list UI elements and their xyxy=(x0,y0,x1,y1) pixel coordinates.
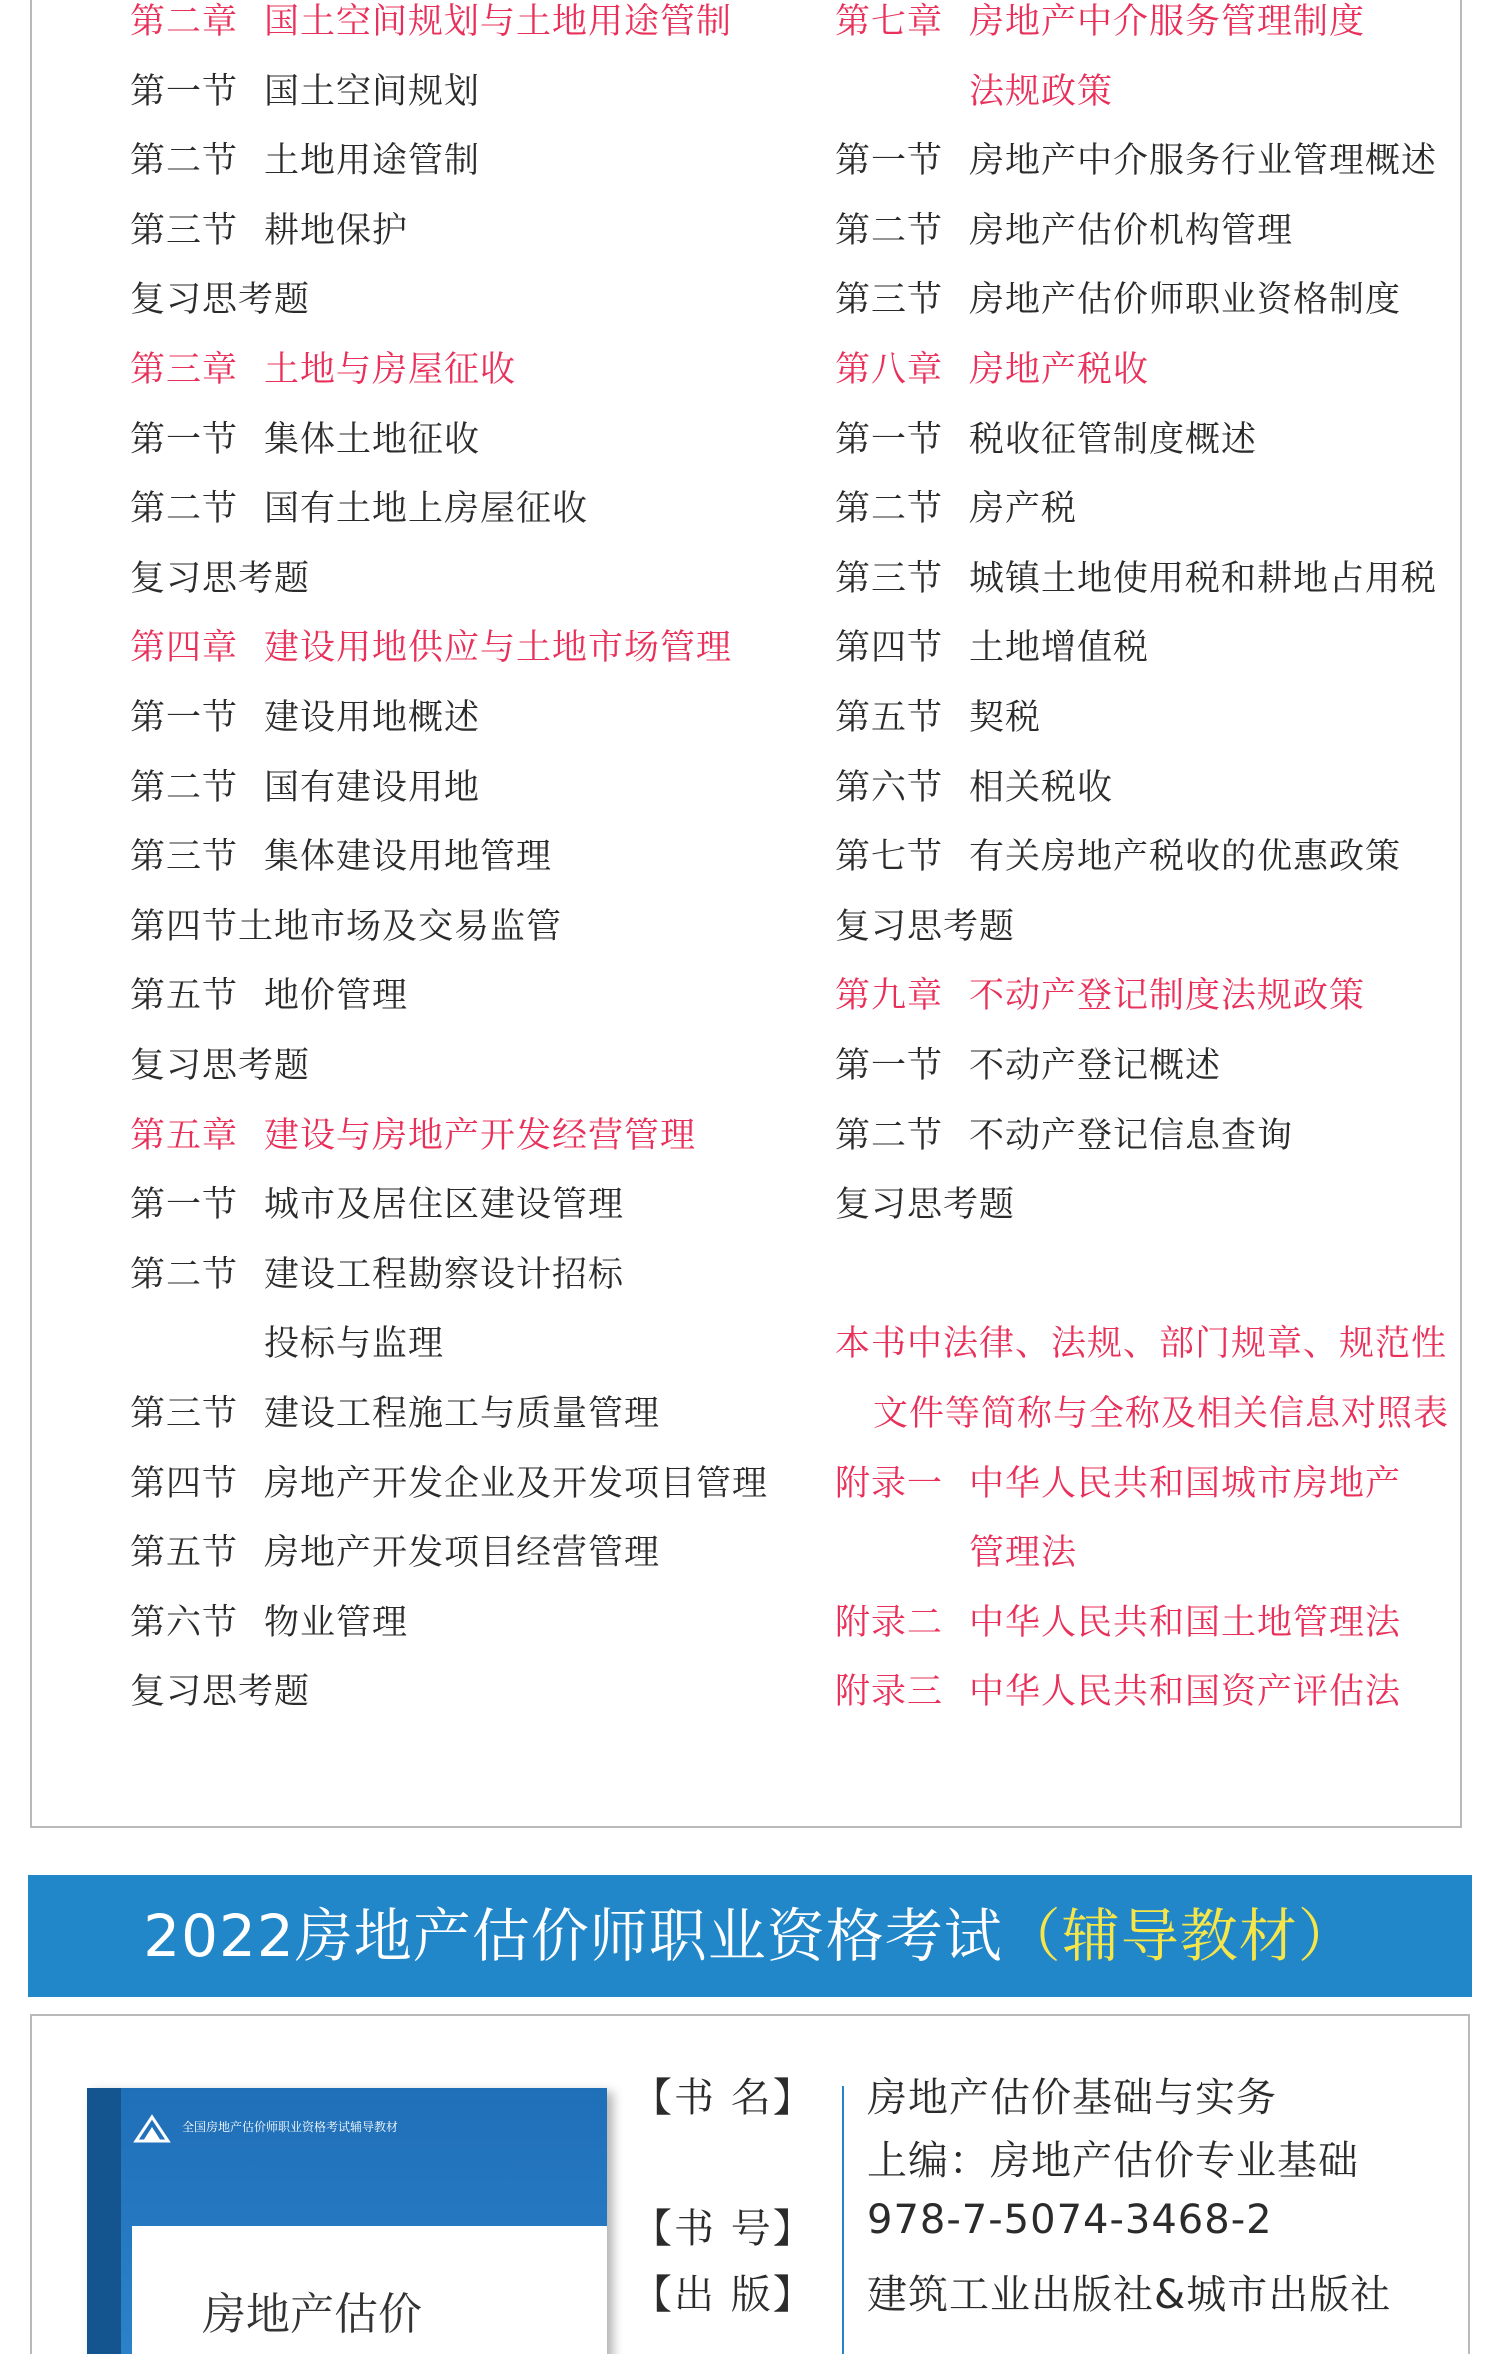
toc-entry-title: 复习思考题 xyxy=(835,1185,1016,1226)
toc-entry-title: 不动产登记制度法规政策 xyxy=(969,976,1366,1017)
toc-entry-number: 第五节 xyxy=(835,698,944,738)
toc-entry-number: 第三节 xyxy=(130,1394,239,1434)
toc-entry-number: 第一节 xyxy=(835,141,944,182)
toc-entry-title: 复习思考题 xyxy=(130,558,311,599)
toc-entry-number: 第二节 xyxy=(835,1115,944,1156)
toc-entry-title: 复习思考题 xyxy=(130,1046,311,1086)
toc-entry-number: 第六节 xyxy=(130,1602,239,1643)
toc-entry-number: 第二节 xyxy=(130,141,239,182)
toc-entry-number: 第二节 xyxy=(130,1254,239,1295)
toc-entry-title: 不动产登记概述 xyxy=(969,1046,1222,1086)
toc-entry-title: 不动产登记信息查询 xyxy=(969,1115,1294,1156)
toc-entry-title: 建设用地概述 xyxy=(264,698,481,738)
toc-entry xyxy=(835,209,1293,253)
toc-entry-number: 第九章 xyxy=(835,976,944,1017)
toc-entry xyxy=(835,1670,1401,1714)
toc-entry-number: 附录三 xyxy=(835,1672,944,1713)
toc-entry-title: 房地产中介服务管理制度 xyxy=(969,2,1366,42)
toc-entry-title: 文件等简称与全称及相关信息对照表 xyxy=(873,1394,1450,1434)
toc-entry-title: 房地产税收 xyxy=(969,350,1150,390)
toc-entry xyxy=(835,0,1365,44)
toc-entry-number: 第四节 xyxy=(835,628,944,669)
toc-entry-title: 中华人民共和国资产评估法 xyxy=(969,1672,1402,1713)
toc-entry xyxy=(835,139,1437,183)
toc-entry xyxy=(130,487,588,531)
toc-entry-title: 集体土地征收 xyxy=(264,419,481,460)
toc-entry-title: 集体建设用地管理 xyxy=(264,837,553,878)
toc-entry-title: 国土空间规划 xyxy=(264,71,481,112)
book-isbn-value: 978-7-5074-3468-2 xyxy=(867,2197,1273,2243)
toc-entry-title: 投标与监理 xyxy=(264,1324,445,1365)
toc-entry xyxy=(130,1392,660,1436)
toc-entry-number: 第三节 xyxy=(835,280,944,321)
toc-entry xyxy=(130,696,480,740)
toc-entry xyxy=(130,1114,696,1158)
toc-entry xyxy=(835,626,1149,670)
toc-entry-number: 第二节 xyxy=(130,767,239,808)
book-isbn-label: 【书 号】 xyxy=(632,2206,815,2252)
toc-entry-number: 第三节 xyxy=(835,558,944,599)
book-name-label: 【书 名】 xyxy=(632,2075,815,2121)
toc-entry-number: 附录一 xyxy=(835,1463,944,1504)
toc-entry-title: 复习思考题 xyxy=(130,1672,311,1713)
toc-entry-title: 地价管理 xyxy=(264,976,409,1017)
toc-entry-title: 复习思考题 xyxy=(835,906,1016,947)
book-series-text: 全国房地产估价师职业资格考试辅导教材 xyxy=(182,2120,399,2134)
toc-entry-number: 第三章 xyxy=(130,350,239,390)
publisher-logo-icon xyxy=(132,2111,172,2151)
toc-entry-title: 房地产中介服务行业管理概述 xyxy=(969,141,1438,182)
toc-entry-title: 土地与房屋征收 xyxy=(264,350,517,390)
toc-entry-title: 城市及居住区建设管理 xyxy=(264,1185,625,1226)
exam-banner xyxy=(28,1875,1472,1997)
toc-entry-title: 法规政策 xyxy=(969,71,1114,112)
toc-entry-number: 第一节 xyxy=(835,1046,944,1086)
toc-entry xyxy=(130,348,516,392)
toc-entry-number: 第六节 xyxy=(835,767,944,808)
toc-entry-title: 耕地保护 xyxy=(264,210,409,251)
toc-entry xyxy=(835,1322,1447,1366)
toc-entry-title: 土地用途管制 xyxy=(264,141,481,182)
toc-entry xyxy=(969,1531,1077,1575)
toc-entry xyxy=(130,70,480,114)
toc-entry-title: 有关房地产税收的优惠政策 xyxy=(969,837,1402,878)
toc-entry-number: 第五章 xyxy=(130,1115,239,1156)
toc-entry xyxy=(130,766,480,810)
toc-entry xyxy=(835,1114,1293,1158)
toc-entry-number: 第一节 xyxy=(130,71,239,112)
toc-entry xyxy=(130,1044,310,1088)
toc-entry xyxy=(130,1670,310,1714)
toc-entry-title: 第四节土地市场及交易监管 xyxy=(130,906,563,947)
toc-entry-number: 第四章 xyxy=(130,628,239,669)
toc-entry xyxy=(130,974,408,1018)
toc-entry-title: 国有土地上房屋征收 xyxy=(264,489,589,530)
toc-entry-number: 第一节 xyxy=(130,419,239,460)
toc-entry-title: 房地产开发企业及开发项目管理 xyxy=(264,1463,769,1504)
book-name-subtitle: 上编：房地产估价专业基础 xyxy=(867,2138,1359,2184)
toc-entry xyxy=(835,278,1401,322)
toc-entry-number: 第二节 xyxy=(835,210,944,251)
toc-entry-title: 复习思考题 xyxy=(130,280,311,321)
toc-entry xyxy=(835,487,1077,531)
toc-entry xyxy=(130,557,310,601)
toc-entry xyxy=(130,1601,408,1645)
toc-entry-number: 第三节 xyxy=(130,837,239,878)
toc-entry xyxy=(130,209,408,253)
toc-entry xyxy=(835,1044,1221,1088)
toc-entry xyxy=(969,70,1113,114)
toc-entry xyxy=(130,835,552,879)
toc-entry-number: 第三节 xyxy=(130,210,239,251)
toc-entry-number: 第一节 xyxy=(835,419,944,460)
toc-entry xyxy=(835,1601,1401,1645)
toc-entry xyxy=(835,557,1437,601)
banner-title: 2022房地产估价师职业资格考试 xyxy=(143,1902,1003,1970)
toc-entry-title: 中华人民共和国土地管理法 xyxy=(969,1602,1402,1643)
toc-entry-title: 国有建设用地 xyxy=(264,767,481,808)
toc-entry-title: 管理法 xyxy=(969,1533,1078,1574)
book-publisher-label: 【出 版】 xyxy=(632,2272,815,2318)
toc-entry xyxy=(130,905,562,949)
toc-entry xyxy=(835,766,1113,810)
toc-entry-number: 附录二 xyxy=(835,1602,944,1643)
toc-entry xyxy=(130,418,480,462)
toc-entry-number: 第八章 xyxy=(835,350,944,390)
book-spine xyxy=(87,2088,121,2354)
toc-entry xyxy=(130,278,310,322)
toc-entry-title: 相关税收 xyxy=(969,767,1114,808)
toc-entry-title: 建设工程勘察设计招标 xyxy=(264,1254,625,1295)
toc-entry-number: 第一节 xyxy=(130,1185,239,1226)
toc-entry xyxy=(130,1183,624,1227)
toc-entry-number: 第七节 xyxy=(835,837,944,878)
toc-entry-title: 物业管理 xyxy=(264,1602,409,1643)
toc-entry-title: 建设工程施工与质量管理 xyxy=(264,1394,661,1434)
toc-entry xyxy=(873,1392,1449,1436)
toc-entry-number: 第五节 xyxy=(130,1533,239,1574)
toc-entry-number: 第七章 xyxy=(835,2,944,42)
toc-entry xyxy=(130,626,732,670)
toc-entry-title: 中华人民共和国城市房地产 xyxy=(969,1463,1402,1504)
toc-entry-title: 税收征管制度概述 xyxy=(969,419,1258,460)
toc-entry-number: 第一节 xyxy=(130,698,239,738)
toc-entry xyxy=(835,974,1365,1018)
toc-entry-title: 国土空间规划与土地用途管制 xyxy=(264,2,733,42)
toc-entry-number: 第二节 xyxy=(130,489,239,530)
toc-entry-number: 第五节 xyxy=(130,976,239,1017)
toc-entry-number: 第二章 xyxy=(130,2,239,42)
toc-entry-title: 城镇土地使用税和耕地占用税 xyxy=(969,558,1438,599)
book-cover-title: 房地产估价 xyxy=(202,2289,422,2340)
toc-entry-title: 本书中法律、法规、部门规章、规范性 xyxy=(835,1324,1448,1365)
toc-entry xyxy=(130,1462,768,1506)
book-name-value: 房地产估价基础与实务 xyxy=(867,2075,1277,2121)
toc-entry-title: 房地产开发项目经营管理 xyxy=(264,1533,661,1574)
toc-entry-title: 建设用地供应与土地市场管理 xyxy=(264,628,733,669)
toc-entry-title: 房地产估价师职业资格制度 xyxy=(969,280,1402,321)
table-of-contents xyxy=(30,0,1462,1828)
info-divider xyxy=(842,2086,844,2354)
toc-entry-title: 房产税 xyxy=(969,489,1078,530)
book-info-panel xyxy=(30,2014,1470,2354)
toc-entry xyxy=(835,835,1401,879)
toc-entry-number: 第四节 xyxy=(130,1463,239,1504)
toc-entry xyxy=(130,1531,660,1575)
toc-entry xyxy=(835,1183,1015,1227)
book-publisher-value: 建筑工业出版社&城市出版社 xyxy=(867,2272,1392,2318)
toc-entry xyxy=(264,1322,444,1366)
toc-entry-title: 土地增值税 xyxy=(969,628,1150,669)
toc-entry-title: 契税 xyxy=(969,698,1042,738)
toc-entry xyxy=(835,1462,1401,1506)
toc-entry-title: 建设与房地产开发经营管理 xyxy=(264,1115,697,1156)
toc-entry-title: 房地产估价机构管理 xyxy=(969,210,1294,251)
toc-entry xyxy=(130,0,732,44)
toc-entry xyxy=(835,418,1257,462)
banner-accent: （辅导教材） xyxy=(1002,1902,1357,1970)
toc-entry xyxy=(130,139,480,183)
toc-entry xyxy=(835,905,1015,949)
toc-entry-number: 第二节 xyxy=(835,489,944,530)
toc-entry xyxy=(835,348,1149,392)
toc-entry xyxy=(130,1253,624,1297)
toc-entry xyxy=(835,696,1041,740)
